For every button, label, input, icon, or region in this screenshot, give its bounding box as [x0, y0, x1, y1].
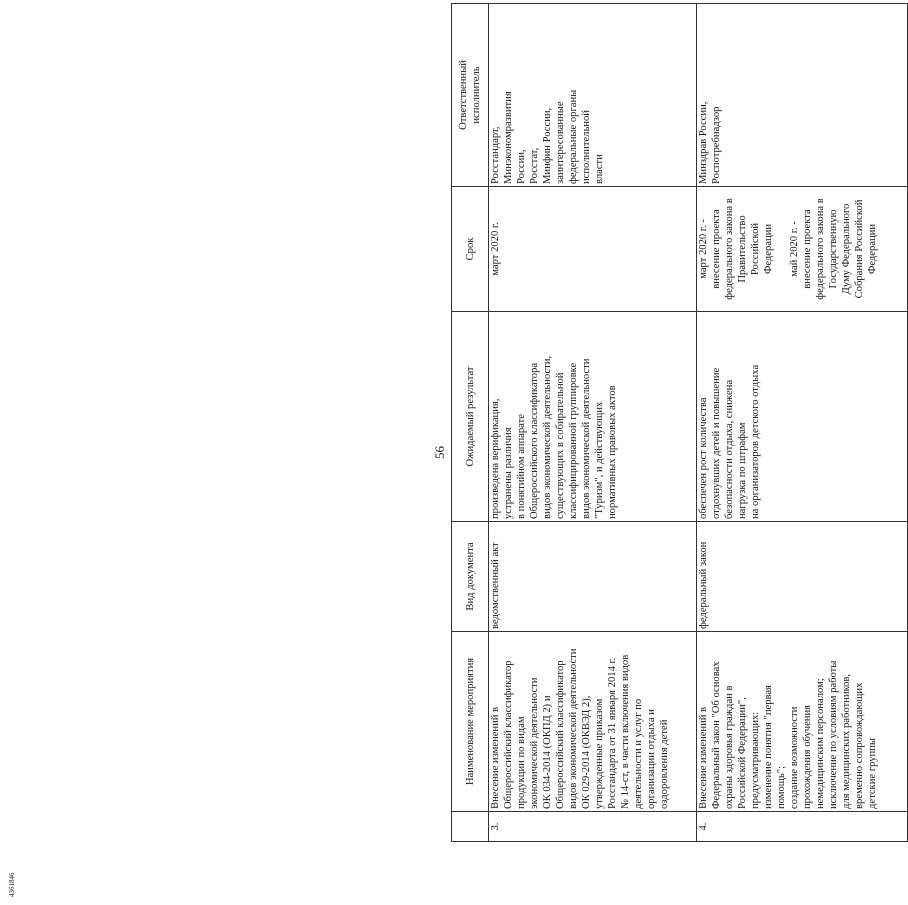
measures-table: [451, 3, 908, 842]
deadline-spacer: [775, 189, 788, 309]
deadline-cell: [489, 187, 697, 312]
document-type: федеральный закон: [697, 522, 908, 632]
page-number: 56: [432, 446, 447, 459]
table-header-row: [452, 4, 489, 842]
measure-name: Внесение изменений в Общероссийский классификатор продукции по видам экономической деятельности ОК 034-2014 (ОКПД 2) и Общероссийский классификатор видов экономической деятельности ОК 029-2014 (ОКВЭД 2), утвержденные приказом Росстандарта от 31 января 2014 г. № 14-ст, в части включения видов деятельности и услуг по организации отдыха и оздоровления детей: [489, 632, 697, 812]
deadline-text: март 2020 г.: [490, 222, 501, 276]
document-type: ведомственный акт: [489, 522, 697, 632]
deadline-cell: [697, 187, 908, 312]
expected-result: обеспечен рост количества отдохнувших детей и повышение безопасности отдыха, снижена нагрузка по штрафам на организаторов детского отдыха: [697, 312, 908, 522]
responsible-executor: Минздрав России, Роспотребнадзор: [697, 4, 908, 187]
deadline-text: март 2020 г. - внесение проекта федерального закона в Правительство Российской Федерации: [698, 198, 774, 300]
header-num: [452, 812, 489, 842]
expected-result: произведена верификация, устранены различия в понятийном аппарате Общероссийского классификатора видов экономической деятельности, существующих в собирательной классифицированной группировке видов экономической деятельности "Туризм", и действующих нормативных правовых актов: [489, 312, 697, 522]
document-id: 4361846: [8, 872, 16, 897]
header-result: Ожидаемый результат: [452, 312, 489, 522]
measure-name: Внесение изменений в Федеральный закон "Об основах охраны здоровья граждан в Российской Федерации", предусматривающих: изменение понятия "первая помощь"; создание возможности прохождения обучения немедицинским персоналом; исключение по условиям работы для медицинских работников, временно сопровождающих детские группы: [697, 632, 908, 812]
header-deadline: Срок: [452, 187, 489, 312]
header-responsible: Ответственный исполнитель: [452, 4, 489, 187]
responsible-executor: Росстандарт, Минэкономразвития России, Росстат, Минфин России, заинтересованные федеральные органы исполнительной власти: [489, 4, 697, 187]
deadline-text-second: май 2020 г. - внесение проекта федерального закона в Государственную Думу Федерального Собрания Российской Федерации: [789, 198, 878, 300]
header-name: Наименование мероприятия: [452, 632, 489, 812]
row-number: 4.: [697, 812, 908, 842]
table-row: [489, 4, 697, 842]
header-doc-type: Вид документа: [452, 522, 489, 632]
row-number: 3.: [489, 812, 697, 842]
table-row: [697, 4, 908, 842]
